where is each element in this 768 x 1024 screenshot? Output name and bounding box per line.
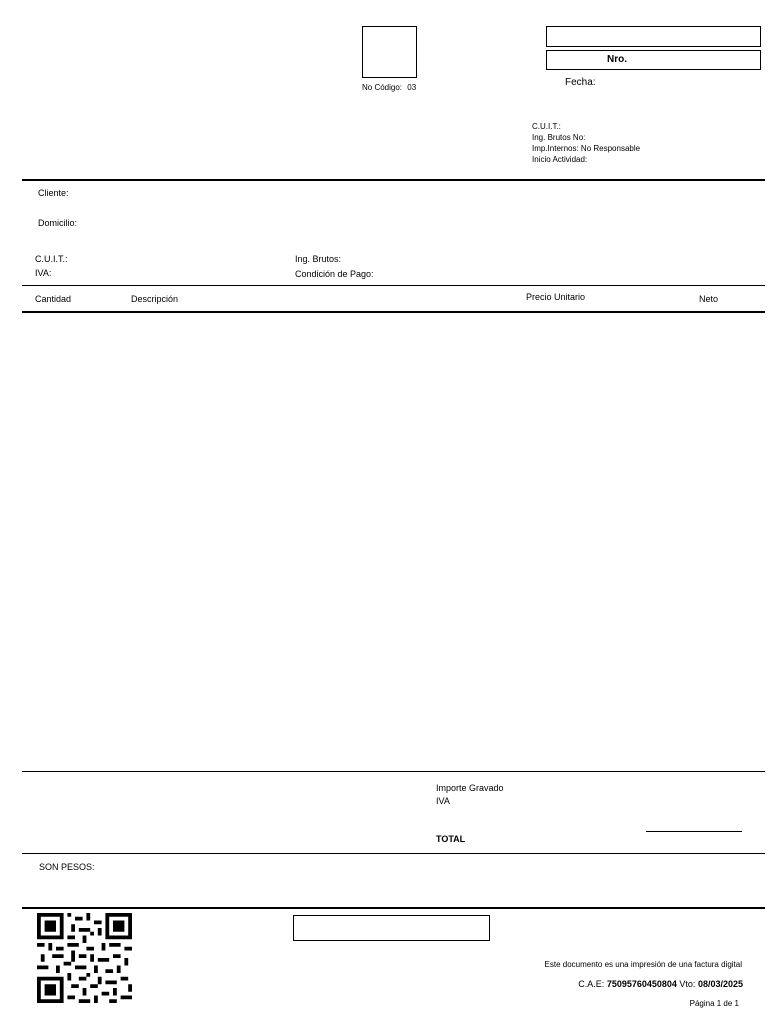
col-descripcion: Descripción xyxy=(131,294,179,304)
code-label xyxy=(362,83,416,92)
issuer-imp-internos-value: No Responsable xyxy=(580,144,641,153)
col-cantidad: Cantidad xyxy=(35,294,72,304)
importe-gravado-label: Importe Gravado xyxy=(436,783,504,793)
code-label-text: No Código: xyxy=(362,83,403,92)
issuer-ing-brutos xyxy=(532,133,585,142)
issuer-ing-brutos-label: Ing. Brutos No: xyxy=(532,133,586,142)
page-number: Página 1 de 1 xyxy=(689,999,739,1008)
invoice-number-box xyxy=(546,50,761,70)
total-label: TOTAL xyxy=(436,834,466,844)
client-cuit-label: C.U.I.T.: xyxy=(35,254,68,264)
barcode-box xyxy=(293,915,490,941)
col-neto: Neto xyxy=(699,294,719,304)
cliente-label: Cliente: xyxy=(38,188,69,198)
cae-line xyxy=(480,979,743,989)
totals-iva-label: IVA xyxy=(436,796,450,806)
totals-divider xyxy=(22,853,765,854)
qr-code-image xyxy=(37,913,132,1003)
issuer-imp-internos-label: Imp.Internos: xyxy=(532,144,579,153)
vto-value: 08/03/2025 xyxy=(697,979,743,989)
date-label: Fecha: xyxy=(565,77,596,88)
cae-label: C.A.E: xyxy=(578,979,605,989)
invoice-number-label: Nro. xyxy=(607,54,627,65)
header-divider xyxy=(22,179,765,181)
issuer-cuit xyxy=(532,122,561,131)
digital-invoice-note: Este documento es una impresión de una factura digital xyxy=(544,960,742,969)
total-underline xyxy=(646,831,742,832)
domicilio-label: Domicilio: xyxy=(38,218,78,228)
issuer-inicio-actividad xyxy=(532,155,587,164)
issuer-imp-internos xyxy=(532,144,640,153)
vto-label: Vto: xyxy=(679,979,696,989)
footer-divider xyxy=(22,907,765,909)
condicion-pago-label: Condición de Pago: xyxy=(295,269,374,279)
items-end-divider xyxy=(22,771,765,772)
table-header-divider xyxy=(22,311,765,313)
col-precio-unitario: Precio Unitario xyxy=(526,292,586,302)
client-iva-label: IVA: xyxy=(35,268,52,278)
client-ing-brutos-label: Ing. Brutos: xyxy=(295,254,342,264)
issuer-cuit-label: C.U.I.T.: xyxy=(532,122,561,131)
issuer-inicio-actividad-label: Inicio Actividad: xyxy=(532,155,588,164)
cae-value: 75095760450804 xyxy=(606,979,677,989)
code-value: 03 xyxy=(407,83,417,92)
invoice-title-box xyxy=(546,26,761,47)
son-pesos-label: SON PESOS: xyxy=(39,862,95,872)
client-divider xyxy=(22,285,765,286)
invoice-letter-box xyxy=(362,26,417,78)
